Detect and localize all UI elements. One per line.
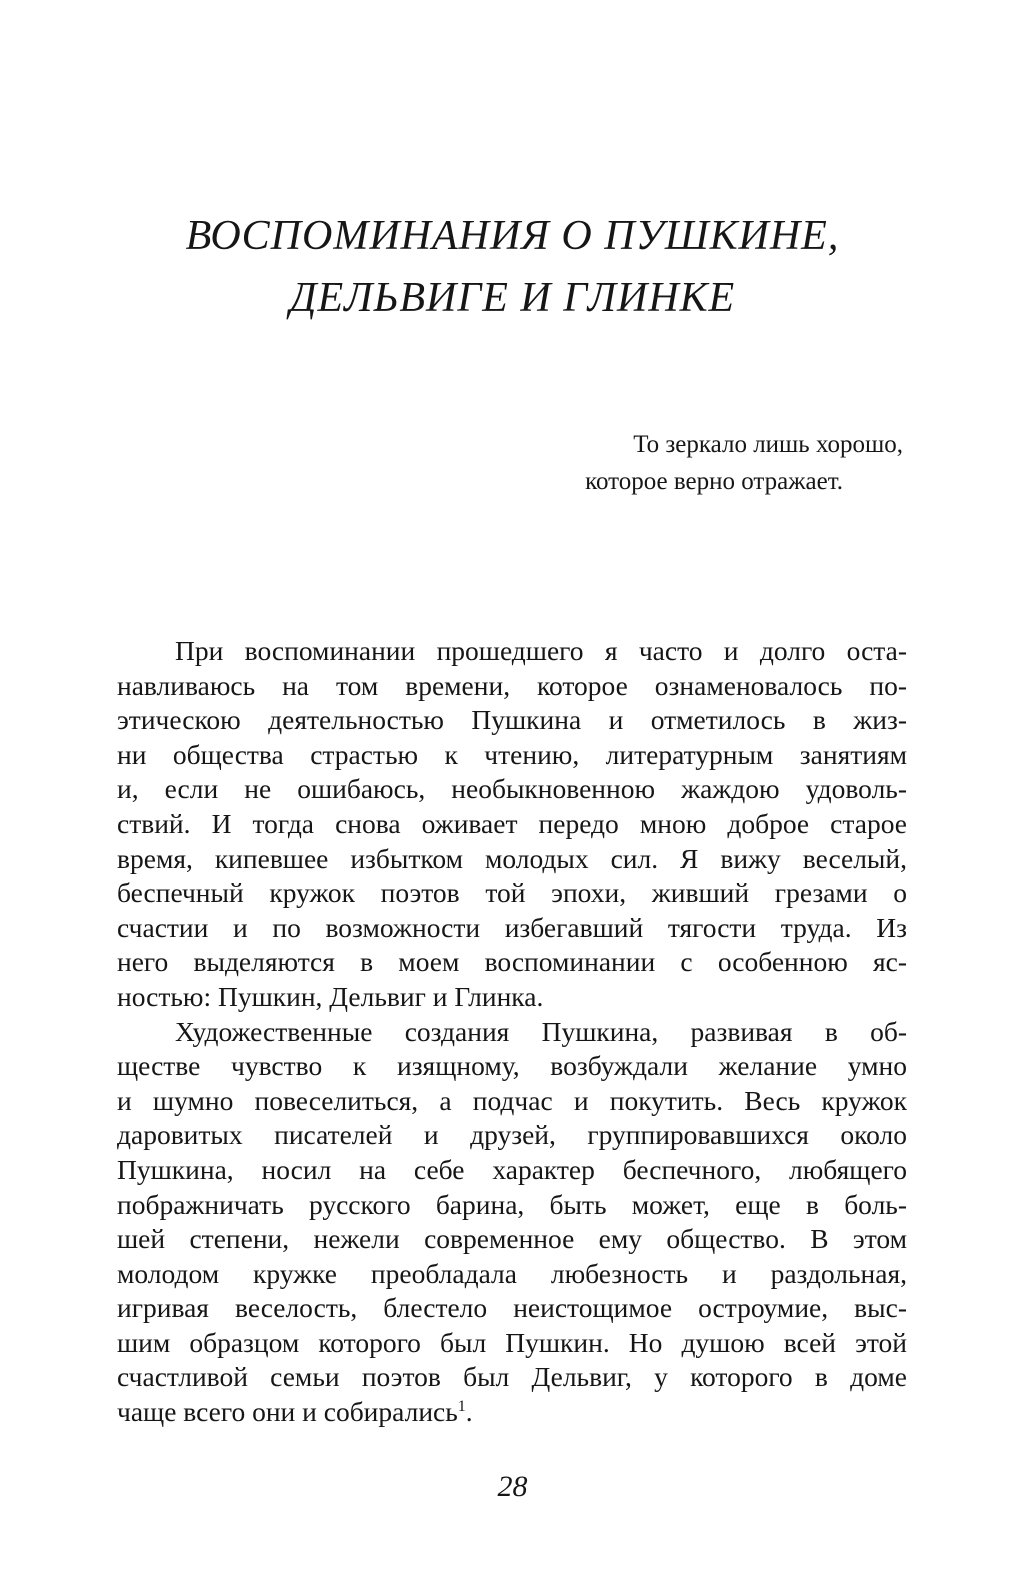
text-line: время, кипевшее избытком молодых сил. Я вижу веселый, (117, 842, 907, 874)
text-line: ществе чувство к изящному, возбуждали желание умно (117, 1050, 907, 1082)
text-line: Художественные создания Пушкина, развивая в об- (175, 1015, 907, 1047)
chapter-title-line: ВОСПОМИНАНИЯ О ПУШКИНЕ, (185, 213, 840, 259)
text-line: беспечный кружок поэтов той эпохи, живший грезами о (117, 877, 907, 909)
text-line: ностью: Пушкин, Дельвиг и Глинка. (117, 980, 544, 1012)
text-line: него выделяются в моем воспоминании с особенною яс- (117, 946, 907, 978)
text-line: пображничать русского барина, быть может, еще в боль- (117, 1188, 907, 1220)
text-line-content: чаще всего они и собирались (117, 1396, 458, 1428)
epigraph-line: То зеркало лишь хорошо, (633, 431, 903, 458)
paragraph-2 (117, 1015, 907, 1430)
sentence-end-punctuation: . (465, 1396, 473, 1428)
text-line: этическою деятельностью Пушкина и отметилось в жиз- (117, 704, 907, 736)
text-line: Пушкина, носил на себе характер беспечного, любящего (117, 1153, 907, 1185)
text-line: шей степени, нежели современное ему общество. В этом (117, 1223, 907, 1255)
text-line: молодом кружке преобладала любезность и раздольная, (117, 1257, 907, 1289)
text-line-final (117, 1395, 907, 1430)
text-line: ни общества страстью к чтению, литературным занятиям (117, 738, 907, 770)
epigraph-line: которое верно отражает. (585, 468, 843, 495)
footnote-marker[interactable]: 1 (457, 1397, 466, 1415)
text-line: При воспоминании прошедшего я часто и долго оста- (175, 635, 907, 666)
epigraph (585, 426, 903, 500)
page-number: 28 (497, 1470, 528, 1503)
text-line: счастливой семьи поэтов был Дельвиг, у которого в доме (117, 1361, 907, 1393)
text-line: ствий. И тогда снова оживает передо мною доброе старое (117, 807, 907, 839)
text-line: и шумно повеселиться, а подчас и покутить. Весь кружок (117, 1084, 907, 1116)
body-text (117, 634, 907, 1430)
text-line: навливаюсь на том времени, которое ознаменовалось по- (117, 669, 907, 701)
text-line: счастии и по возможности избегавший тягости труда. Из (117, 911, 907, 943)
text-line: и, если не ошибаюсь, необыкновенною жаждою удоволь- (117, 773, 907, 805)
text-line: даровитых писателей и друзей, группировавшихся около (117, 1119, 907, 1151)
chapter-title-line: ДЕЛЬВИГЕ И ГЛИНКЕ (289, 275, 736, 321)
text-line: игривая веселость, блестело неистощимое остроумие, выс- (117, 1292, 907, 1324)
chapter-title (120, 205, 905, 329)
paragraph-1 (117, 634, 907, 1015)
text-line: шим образцом которого был Пушкин. Но душою всей этой (117, 1326, 907, 1358)
